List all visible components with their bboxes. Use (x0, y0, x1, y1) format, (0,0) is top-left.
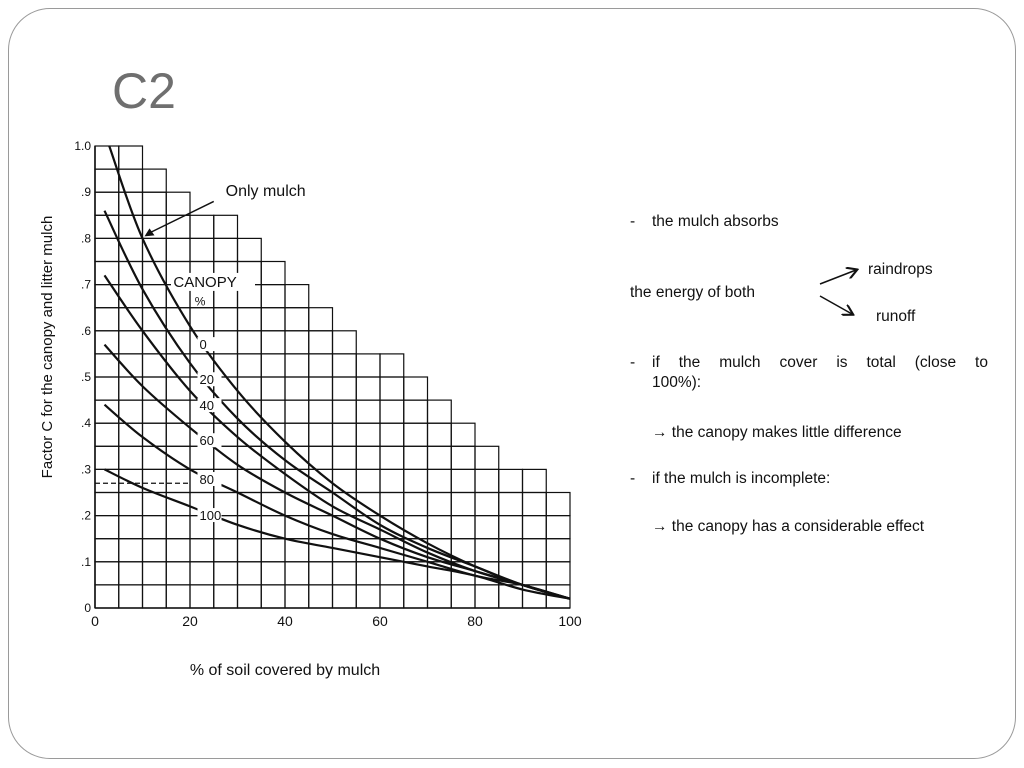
series-label: 100 (199, 508, 222, 524)
series-line-40 (105, 275, 571, 598)
grid-cell (95, 308, 119, 331)
grid-cell (285, 446, 309, 469)
grid-cell (404, 423, 428, 446)
grid-cell (380, 377, 404, 400)
grid-cell (261, 493, 285, 516)
grid-cell (166, 469, 190, 492)
grid-cell (166, 539, 190, 562)
grid-cell (380, 354, 404, 377)
series-line-60 (105, 345, 571, 599)
grid-cell (309, 423, 333, 446)
grid-cell (404, 469, 428, 492)
grid-cell (238, 238, 262, 261)
grid-cell (380, 493, 404, 516)
grid-cell (95, 169, 119, 192)
grid-cell (356, 377, 380, 400)
grid-cell (428, 423, 452, 446)
grid-cell (451, 446, 475, 469)
grid-cell (119, 446, 143, 469)
grid-cell (475, 493, 499, 516)
grid-cell (190, 308, 214, 331)
grid-cell (95, 285, 119, 308)
grid-cell (499, 469, 523, 492)
grid-cell (95, 562, 119, 585)
y-tick-label: .1 (80, 554, 91, 569)
grid-cell (356, 446, 380, 469)
grid-cell (523, 539, 547, 562)
grid-cell (428, 585, 452, 608)
grid-cell (95, 192, 119, 215)
grid-cell (261, 354, 285, 377)
grid-cell (143, 562, 167, 585)
y-tick-label: .6 (80, 323, 91, 338)
y-tick-label: 1.0 (74, 139, 91, 153)
grid-cell (404, 493, 428, 516)
grid-cell (475, 469, 499, 492)
canopy-percent-label: % (194, 294, 206, 309)
grid-cell (190, 562, 214, 585)
series-line-20 (105, 211, 571, 599)
grid-cell (333, 562, 357, 585)
grid-cell (143, 192, 167, 215)
grid-cell (356, 469, 380, 492)
grid-cell (309, 354, 333, 377)
grid-cell (214, 238, 238, 261)
grid-cell (451, 469, 475, 492)
note-word: cover (779, 354, 818, 371)
grid-cell (356, 423, 380, 446)
note-word: total (866, 354, 896, 371)
note-word: if (652, 354, 660, 371)
note-mulch-total: - if the mulch cover is total (close to 100%): (630, 354, 988, 391)
grid-cell (356, 585, 380, 608)
grid-cell (119, 539, 143, 562)
grid-cell (261, 562, 285, 585)
grid-cell (95, 238, 119, 261)
grid-cell (190, 539, 214, 562)
canopy-label: CANOPY (173, 273, 237, 291)
grid-cell (119, 585, 143, 608)
grid-cell (143, 169, 167, 192)
x-axis-label: % of soil covered by mulch (189, 662, 381, 679)
grid-cell (499, 516, 523, 539)
x-tick-label: 60 (372, 613, 388, 629)
grid-cell (285, 377, 309, 400)
grid-cell (475, 516, 499, 539)
y-tick-label: .4 (80, 416, 91, 431)
grid-cell (356, 562, 380, 585)
grid-cell (95, 377, 119, 400)
arrow-down-icon (820, 296, 852, 314)
x-tick-label: 40 (277, 613, 293, 629)
grid-cell (475, 585, 499, 608)
grid-cell (261, 400, 285, 423)
grid-cell (523, 562, 547, 585)
grid-cell (238, 423, 262, 446)
grid-cell (119, 562, 143, 585)
grid-cell (333, 377, 357, 400)
x-tick-label: 80 (467, 613, 483, 629)
grid-cell (143, 423, 167, 446)
grid-cell (261, 585, 285, 608)
x-tick-label: 0 (91, 613, 99, 629)
note-word: the (678, 354, 701, 371)
grid-cell (285, 423, 309, 446)
grid-cell (380, 400, 404, 423)
x-tick-label: 20 (182, 613, 198, 629)
grid-cell (143, 238, 167, 261)
grid-cell (95, 400, 119, 423)
note-word: to (975, 354, 988, 371)
note-raindrops: raindrops (868, 261, 933, 278)
note-mulch-incomplete: - if the mulch is incomplete: (630, 470, 831, 487)
arrowhead-icon (145, 228, 155, 236)
grid-cell (428, 493, 452, 516)
grid-cell (333, 400, 357, 423)
grid-cell (285, 585, 309, 608)
note-mulch-absorbs: - the mulch absorbs (630, 213, 779, 230)
series-label: 40 (199, 398, 214, 414)
grid-cell (143, 516, 167, 539)
grid-cell (451, 493, 475, 516)
branch-arrows (816, 262, 866, 322)
grid-cell (333, 354, 357, 377)
grid-cell (95, 539, 119, 562)
grid-cell (166, 516, 190, 539)
grid-cell (451, 516, 475, 539)
grid-cell (190, 238, 214, 261)
arrow-up-icon (820, 270, 856, 284)
grid-cell (309, 585, 333, 608)
grid-cell (238, 331, 262, 354)
grid-cell (475, 539, 499, 562)
grid-cell (143, 585, 167, 608)
grid-cell (546, 562, 570, 585)
grid-cell (428, 446, 452, 469)
grid-cell (380, 446, 404, 469)
grid-cell (238, 539, 262, 562)
note-canopy-considerable: → the canopy has a considerable effect (652, 518, 924, 535)
grid-cell (333, 469, 357, 492)
grid-cell (95, 585, 119, 608)
x-tick-label: 100 (558, 613, 582, 629)
grid-cell (499, 493, 523, 516)
grid-cell (261, 308, 285, 331)
grid-cell (428, 516, 452, 539)
grid-cell (238, 562, 262, 585)
grid-cell (238, 354, 262, 377)
grid-cell (451, 585, 475, 608)
grid-cell (333, 423, 357, 446)
note-canopy-little: → the canopy makes little difference (652, 424, 902, 441)
grid-cell (523, 493, 547, 516)
grid-cell (356, 400, 380, 423)
grid-cell (546, 516, 570, 539)
grid-cell (119, 146, 143, 169)
grid-cell (428, 469, 452, 492)
grid-cell (190, 215, 214, 238)
note-word: mulch (719, 354, 761, 371)
grid-cell (95, 262, 119, 285)
grid-cell (546, 493, 570, 516)
grid-cell (333, 331, 357, 354)
grid-cell (95, 423, 119, 446)
series-label: 60 (199, 433, 214, 449)
grid-cell (261, 331, 285, 354)
grid-cell (261, 285, 285, 308)
grid-cell (95, 446, 119, 469)
grid-cell (404, 516, 428, 539)
c-factor-chart (30, 130, 600, 690)
series-label: 0 (199, 337, 207, 353)
grid-cell (166, 192, 190, 215)
y-tick-label: .9 (80, 185, 91, 200)
grid-cell (309, 539, 333, 562)
grid-cell (523, 469, 547, 492)
grid-cell (119, 469, 143, 492)
note-energy-of-both: the energy of both (630, 284, 755, 301)
grid-cell (285, 516, 309, 539)
grid-cell (356, 354, 380, 377)
grid-cell (238, 308, 262, 331)
note-runoff: runoff (876, 308, 916, 325)
grid-cell (190, 446, 214, 469)
grid-cell (119, 285, 143, 308)
grid-cell (380, 562, 404, 585)
grid-cell (166, 423, 190, 446)
grid-cell (95, 516, 119, 539)
grid-cell (261, 262, 285, 285)
grid-cell (309, 331, 333, 354)
grid-cell (261, 539, 285, 562)
grid-cell (404, 585, 428, 608)
y-tick-label: .3 (80, 462, 91, 477)
grid-cell (214, 562, 238, 585)
series-line-0 (109, 146, 570, 599)
grid-cell (380, 469, 404, 492)
grid-cell (119, 192, 143, 215)
y-tick-label: .7 (80, 277, 91, 292)
note-word: (close (914, 354, 957, 371)
grid-cell (428, 400, 452, 423)
grid-cell (238, 493, 262, 516)
grid-cell (119, 331, 143, 354)
grid-cell (285, 354, 309, 377)
grid-cell (499, 539, 523, 562)
grid-cell (143, 539, 167, 562)
series-label: 20 (199, 372, 214, 388)
grid-cell (285, 400, 309, 423)
grid-cell (214, 215, 238, 238)
grid-cell (404, 400, 428, 423)
grid-cell (119, 377, 143, 400)
grid-cell (119, 493, 143, 516)
grid-cell (214, 585, 238, 608)
grid-cell (166, 238, 190, 261)
justified-line (652, 354, 988, 372)
y-axis-label: Factor C for the canopy and litter mulch (39, 215, 56, 479)
only-mulch-label: Only mulch (225, 183, 306, 201)
grid-cell (309, 308, 333, 331)
grid-cell (404, 446, 428, 469)
grid-cell (214, 308, 238, 331)
grid-cell (238, 585, 262, 608)
grid-cell (285, 562, 309, 585)
grid-cell (333, 585, 357, 608)
grid-cell (95, 331, 119, 354)
grid-cell (333, 446, 357, 469)
grid-cell (285, 285, 309, 308)
note-mulch-total-cont: 100%): (652, 374, 702, 391)
grid-cell (119, 169, 143, 192)
grid-cell (143, 446, 167, 469)
grid-cell (166, 562, 190, 585)
grid-cell (380, 585, 404, 608)
series-label: 80 (199, 472, 214, 488)
grid-cell (95, 493, 119, 516)
grid-cell (404, 377, 428, 400)
grid-cell (380, 423, 404, 446)
grid-cell (285, 331, 309, 354)
y-tick-label: 0 (84, 601, 91, 615)
grid-cell (119, 516, 143, 539)
grid-cell (309, 377, 333, 400)
y-tick-label: .2 (80, 508, 91, 523)
grid-cell (119, 215, 143, 238)
y-tick-label: .5 (80, 370, 91, 384)
grid-cell (475, 446, 499, 469)
slide-title: C2 (112, 63, 176, 119)
grid-cell (190, 585, 214, 608)
y-tick-label: .8 (80, 231, 91, 246)
grid-cell (309, 400, 333, 423)
grid-cell (546, 539, 570, 562)
grid-cell (166, 585, 190, 608)
note-word: is (836, 354, 848, 371)
grid-cell (523, 516, 547, 539)
grid-cell (451, 423, 475, 446)
grid-cell (309, 562, 333, 585)
grid-cell (261, 377, 285, 400)
grid-cell (166, 377, 190, 400)
grid-cell (95, 469, 119, 492)
only-mulch-pointer (147, 201, 214, 234)
grid-cell (285, 308, 309, 331)
grid-cell (214, 539, 238, 562)
series-line-80 (105, 405, 571, 599)
grid-cell (285, 493, 309, 516)
